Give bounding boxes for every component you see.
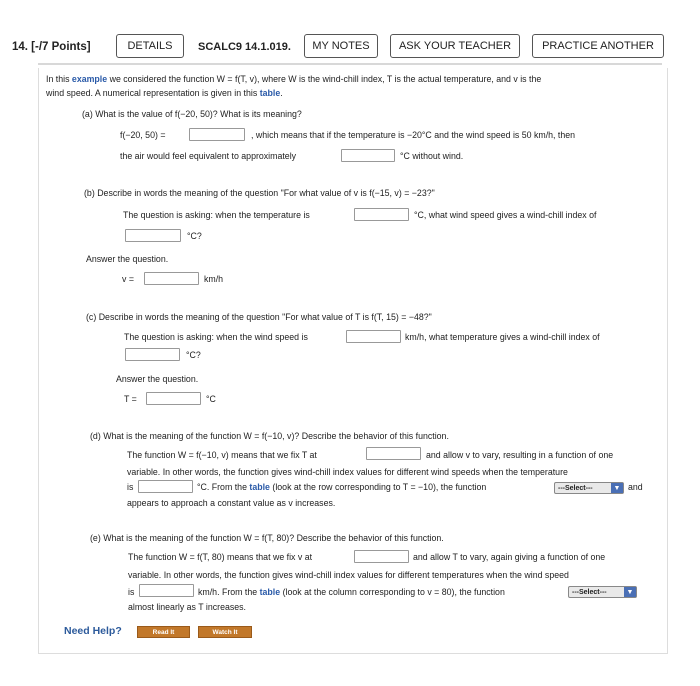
part-d-line-3a: is	[127, 482, 134, 492]
part-c-var: T =	[124, 394, 137, 404]
part-e-line-1b: and allow T to vary, again giving a function of one	[413, 552, 606, 562]
part-b-asking: The question is asking: when the temperature is	[123, 210, 310, 220]
part-b-v-input[interactable]	[144, 272, 199, 285]
header-divider	[38, 63, 662, 65]
need-help-label: Need Help?	[64, 625, 122, 637]
part-a-text-2: the air would feel equivalent to approximately	[120, 151, 297, 161]
part-e-wind-input-2[interactable]	[139, 584, 194, 597]
part-d-select[interactable]: ---Select--- ▼	[554, 482, 624, 494]
part-d-question: (d) What is the meaning of the function W = f(−10, v)? Describe the behavior of this function.	[90, 431, 449, 441]
part-c-after: km/h, what temperature gives a wind-chill index of	[405, 332, 600, 342]
watch-it-button[interactable]: Watch It	[198, 626, 252, 638]
part-a-temp-input[interactable]	[341, 149, 395, 162]
course-code: SCALC9 14.1.019.	[198, 41, 291, 53]
part-a-text-1: , which means that if the temperature is −20°C and the wind speed is 50 km/h, then	[251, 130, 576, 140]
part-d-line-1b: and allow v to vary, resulting in a function of one	[426, 450, 614, 460]
my-notes-button[interactable]: MY NOTES	[304, 34, 378, 58]
part-e-question: (e) What is the meaning of the function W = f(T, 80)? Describe the behavior of this function.	[90, 533, 444, 543]
practice-another-button[interactable]: PRACTICE ANOTHER	[532, 34, 664, 58]
part-b-answer-label: Answer the question.	[86, 254, 169, 264]
question-number: 14. [-/7 Points]	[12, 41, 91, 53]
details-button[interactable]: DETAILS	[116, 34, 184, 58]
part-b-unit: °C?	[187, 231, 202, 241]
part-d-temp-input-2[interactable]	[138, 480, 193, 493]
chevron-down-icon: ▼	[611, 483, 623, 493]
part-e-line-3: km/h. From the table (look at the column corresponding to v = 80), the function	[198, 587, 505, 597]
part-b-temp-input[interactable]	[354, 208, 409, 221]
question-header	[0, 0, 700, 62]
part-e-line-2: variable. In other words, the function gives wind-chill index values for different temperatures when the wind speed	[128, 570, 569, 580]
part-c-windchill-input[interactable]	[125, 348, 180, 361]
part-a-question: (a) What is the value of f(−20, 50)? What is its meaning?	[82, 109, 302, 119]
part-e-line-1a: The function W = f(T, 80) means that we fix v at	[128, 552, 313, 562]
part-e-table-link[interactable]: table	[259, 587, 281, 597]
part-b-var: v =	[122, 274, 134, 284]
part-d-line-3: °C. From the table (look at the row corresponding to T = −10), the function	[197, 482, 487, 492]
part-d-line-3d: and	[628, 482, 643, 492]
part-d-line-4: appears to approach a constant value as v increases.	[127, 498, 336, 508]
part-c-answer-label: Answer the question.	[116, 374, 199, 384]
part-c-t-input[interactable]	[146, 392, 201, 405]
part-e-line-3a: is	[128, 587, 135, 597]
part-c-wind-input[interactable]	[346, 330, 401, 343]
part-c-question: (c) Describe in words the meaning of the question "For what value of T is f(T, 15) = −48?"	[86, 312, 432, 322]
part-d-line-2: variable. In other words, the function gives wind-chill index values for different wind speeds when the temperature	[127, 467, 568, 477]
part-a-text-3: °C without wind.	[400, 151, 464, 161]
part-b-after: °C, what wind speed gives a wind-chill index of	[414, 210, 597, 220]
example-link[interactable]: example	[71, 74, 108, 84]
ask-teacher-button[interactable]: ASK YOUR TEACHER	[390, 34, 520, 58]
part-d-table-link[interactable]: table	[249, 482, 270, 492]
part-d-temp-input[interactable]	[366, 447, 421, 460]
part-a-value-input[interactable]	[189, 128, 245, 141]
part-a-label: f(−20, 50) =	[120, 130, 166, 140]
part-b-windchill-input[interactable]	[125, 229, 181, 242]
part-e-line-4: almost linearly as T increases.	[128, 602, 246, 612]
part-d-line-1a: The function W = f(−10, v) means that we fix T at	[127, 450, 317, 460]
part-c-asking: The question is asking: when the wind speed is	[124, 332, 308, 342]
part-c-var-unit: °C	[206, 394, 216, 404]
part-e-select[interactable]: ---Select--- ▼	[568, 586, 637, 598]
intro-line-1: In this example we considered the function W = f(T, v), where W is the wind-chill index, T is the actual temperature, and v is the	[46, 74, 542, 84]
table-link[interactable]: table	[259, 88, 281, 98]
intro-line-2: wind speed. A numerical representation is given in this table.	[46, 88, 283, 98]
read-it-button[interactable]: Read It	[137, 626, 190, 638]
part-b-var-unit: km/h	[204, 274, 224, 284]
part-c-unit: °C?	[186, 350, 201, 360]
chevron-down-icon: ▼	[624, 587, 636, 597]
part-b-question: (b) Describe in words the meaning of the question "For what value of v is f(−15, v) = −23?"	[84, 188, 435, 198]
part-e-wind-input[interactable]	[354, 550, 409, 563]
